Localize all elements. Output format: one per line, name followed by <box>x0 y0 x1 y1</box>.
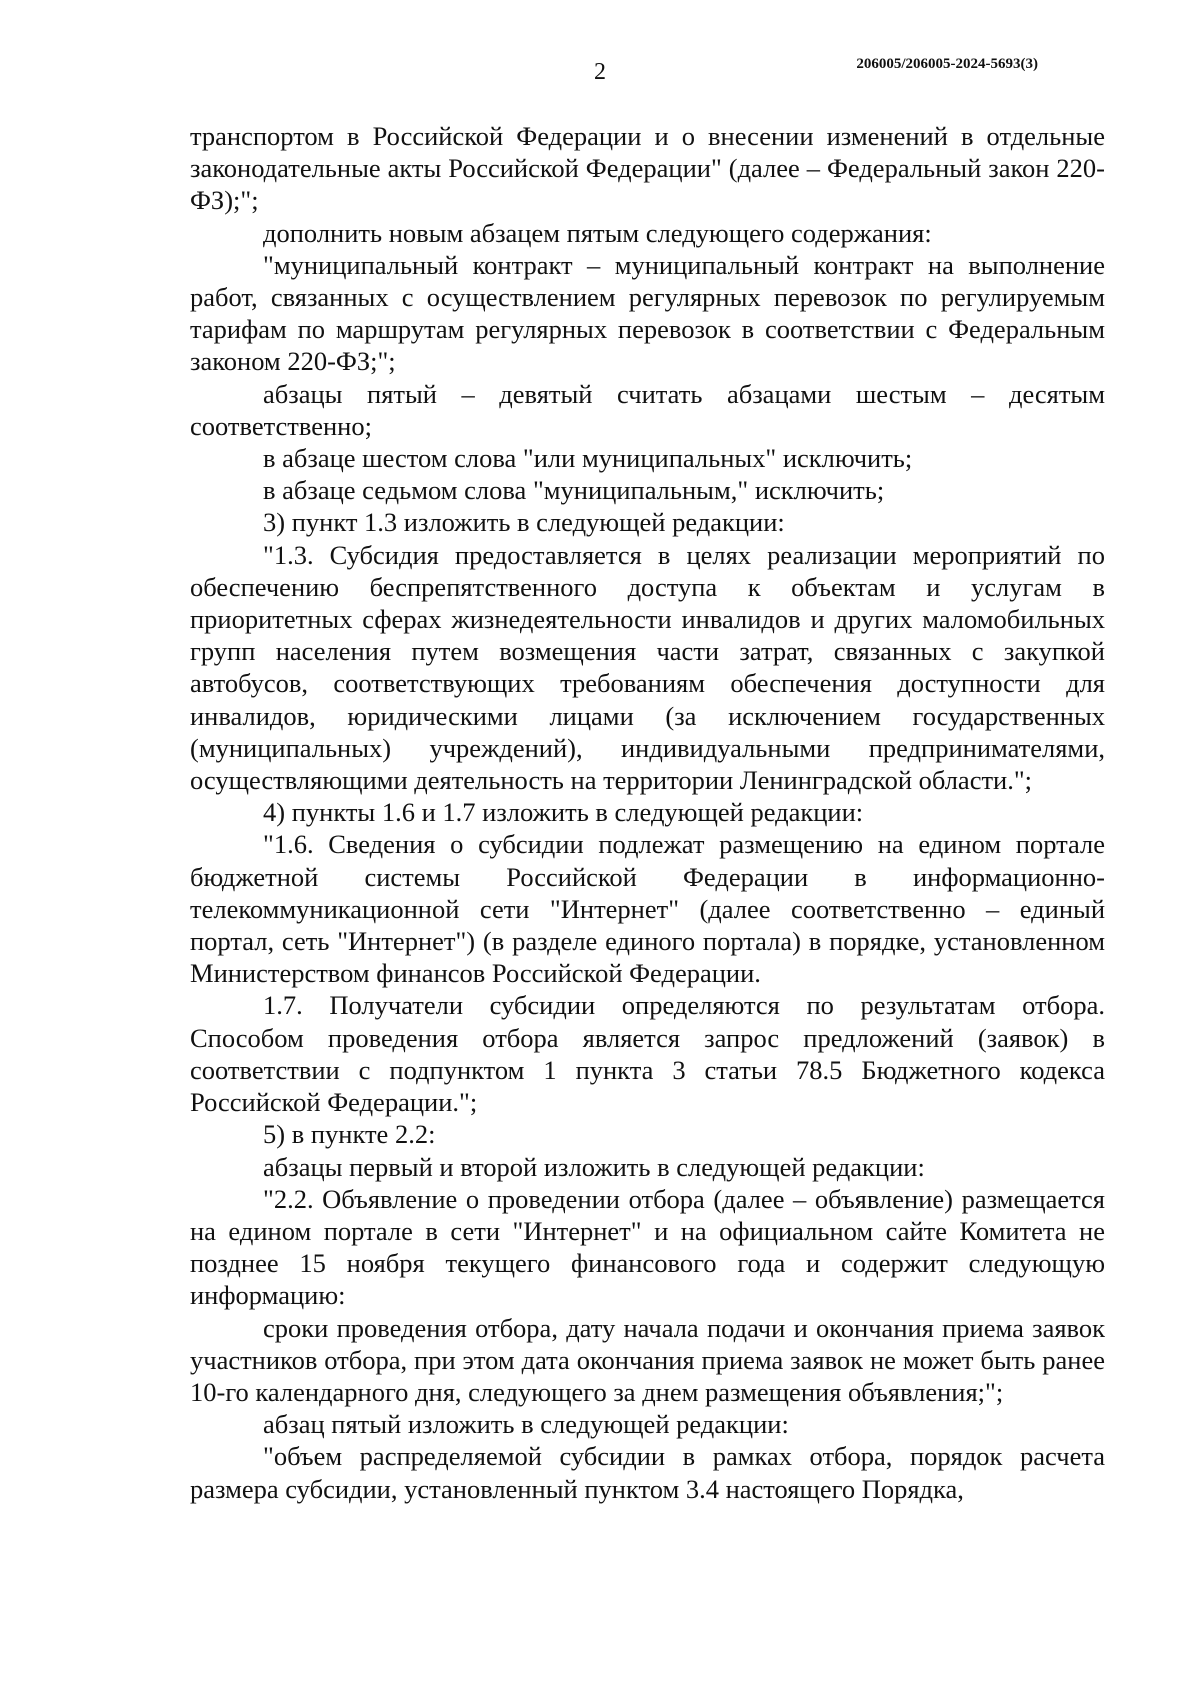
paragraph: абзацы первый и второй изложить в следующей редакции: <box>263 1151 925 1182</box>
paragraph: абзацы пятый – девятый считать абзацами шестым – десятым соответственно; <box>190 378 1105 441</box>
paragraph: в абзаце шестом слова "или муниципальных" исключить; <box>263 443 913 474</box>
page-number: 2 <box>594 59 606 85</box>
paragraph: абзац пятый изложить в следующей редакции: <box>263 1409 789 1440</box>
paragraph: 5) в пункте 2.2: <box>263 1119 436 1150</box>
paragraph: "2.2. Объявление о проведении отбора (далее – объявление) размещается на едином портале в сети "Интернет" и на официальном сайте Комитета не позднее 15 ноября текущего финансового года и содержит следующую информацию: <box>190 1183 1105 1311</box>
paragraph: в абзаце седьмом слова "муниципальным," исключить; <box>263 475 885 506</box>
paragraph: дополнить новым абзацем пятым следующего содержания: <box>263 217 932 248</box>
paragraph: "1.3. Субсидия предоставляется в целях реализации мероприятий по обеспечению беспрепятственного доступа к объектам и услугам в приоритетных сферах жизнедеятельности инвалидов и других маломобильных групп населения путем возмещения части затрат, связанных с закупкой автобусов, соответствующих требованиям обеспечения доступности для инвалидов, юридическими лицами (за исключением государственных (муниципальных) учреждений), индивидуальными предпринимателями, осуществляющими деятельность на территории Ленинградской области."; <box>190 539 1105 796</box>
paragraph: сроки проведения отбора, дату начала подачи и окончания приема заявок участников отбора, при этом дата окончания приема заявок не может быть ранее 10-го календарного дня, следующего за днем размещения объявления;"; <box>190 1312 1105 1407</box>
paragraph: транспортом в Российской Федерации и о внесении изменений в отдельные законодательные акты Российской Федерации" (далее – Федеральный закон 220-ФЗ);"; <box>190 121 1105 216</box>
paragraph: "1.6. Сведения о субсидии подлежат размещению на едином портале бюджетной системы Российской Федерации в информационно-телекоммуникационной сети "Интернет" (далее соответственно – единый портал, сеть "Интернет") (в разделе единого портала) в порядке, установленном Министерством финансов Российской Федерации. <box>190 829 1105 989</box>
document-id: 206005/206005-2024-5693(3) <box>856 56 1038 72</box>
paragraph: "объем распределяемой субсидии в рамках отбора, порядок расчета размера субсидии, установленный пунктом 3.4 настоящего Порядка, <box>190 1441 1105 1504</box>
document-body <box>190 120 1105 1505</box>
paragraph: "муниципальный контракт – муниципальный контракт на выполнение работ, связанных с осуществлением регулярных перевозок по регулируемым тарифам по маршрутам регулярных перевозок в соответствии с Федеральным законом 220-ФЗ;"; <box>190 249 1105 377</box>
paragraph: 1.7. Получатели субсидии определяются по результатам отбора. Способом проведения отбора является запрос предложений (заявок) в соответствии с подпунктом 1 пункта 3 статьи 78.5 Бюджетного кодекса Российской Федерации."; <box>190 990 1105 1118</box>
paragraph: 4) пункты 1.6 и 1.7 изложить в следующей редакции: <box>263 797 864 828</box>
paragraph: 3) пункт 1.3 изложить в следующей редакции: <box>263 507 785 538</box>
